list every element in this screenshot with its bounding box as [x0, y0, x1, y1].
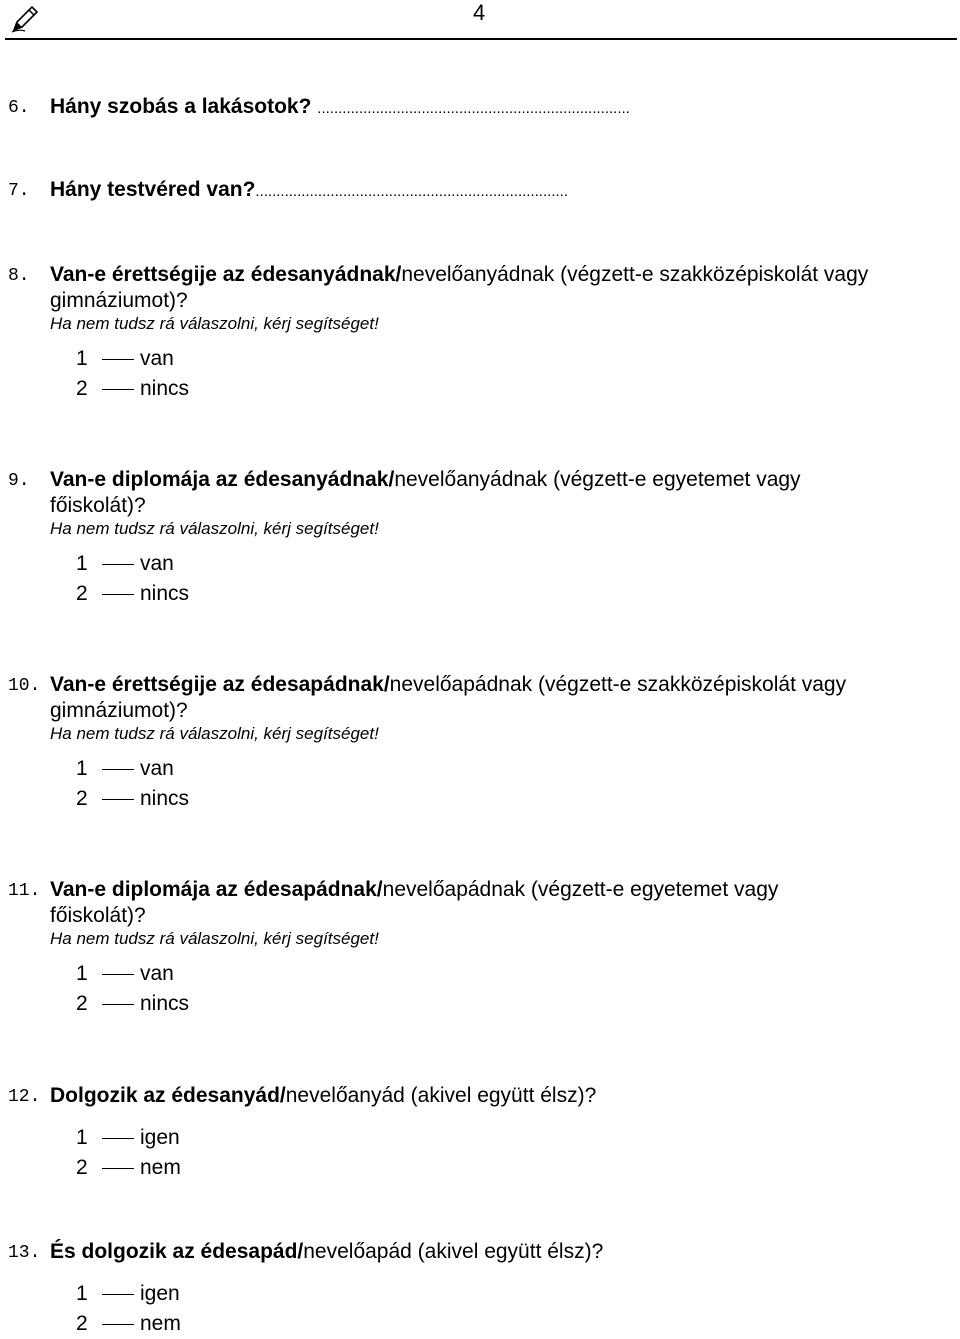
question-number: 8.: [8, 266, 30, 286]
question-text: nevelőanyádnak (végzett-e egyetemet vagy: [394, 468, 801, 491]
question-text-bold: Van-e diplomája az édesanyádnak/: [50, 468, 395, 491]
option-nincs[interactable]: 2 nincs: [76, 377, 190, 400]
option-igen[interactable]: 1 igen: [76, 1282, 180, 1305]
question-text-bold: Van-e érettségije az édesanyádnak/: [50, 263, 402, 286]
question-text-bold: Van-e érettségije az édesapádnak/: [50, 673, 390, 696]
question-text: nevelőanyád (akivel együtt élsz)?: [285, 1084, 597, 1107]
question-number: 12.: [8, 1087, 41, 1107]
question-6: [0, 94, 960, 120]
page-header: [0, 0, 960, 42]
question-8: [0, 262, 960, 404]
option-nem[interactable]: 2 nem: [76, 1156, 181, 1179]
question-number: 13.: [8, 1243, 41, 1263]
option-nem[interactable]: 2 nem: [76, 1312, 181, 1335]
question-text-bold: Dolgozik az édesanyád/: [50, 1084, 286, 1107]
question-continuation: főiskolát)?: [50, 494, 146, 517]
question-text: nevelőapádnak (végzett-e szakközépiskolát vagy: [389, 673, 847, 696]
question-10: [0, 672, 960, 814]
question-text: Hány szobás a lakásotok?: [50, 95, 312, 118]
question-number: 7.: [8, 181, 30, 201]
help-hint: Ha nem tudsz rá válaszolni, kérj segítséget!: [50, 314, 379, 333]
help-hint: Ha nem tudsz rá válaszolni, kérj segítséget!: [50, 929, 379, 948]
question-text-bold: Van-e diplomája az édesapádnak/: [50, 878, 383, 901]
option-nincs[interactable]: 2 nincs: [76, 992, 190, 1015]
help-hint: Ha nem tudsz rá válaszolni, kérj segítséget!: [50, 724, 379, 743]
header-rule: [5, 38, 957, 40]
question-12: [0, 1083, 960, 1183]
question-13: [0, 1239, 960, 1339]
question-number: 9.: [8, 471, 30, 491]
question-continuation: gimnáziumot)?: [50, 289, 188, 312]
question-text: nevelőapádnak (végzett-e egyetemet vagy: [382, 878, 779, 901]
answer-line[interactable]: ...........................................................................: [317, 100, 630, 117]
question-7: [0, 177, 960, 203]
question-text: nevelőanyádnak (végzett-e szakközépiskolát vagy: [401, 263, 869, 286]
question-9: [0, 467, 960, 609]
option-van[interactable]: 1 van: [76, 757, 174, 780]
question-11: [0, 877, 960, 1019]
question-text: nevelőapád (akivel együtt élsz)?: [303, 1240, 604, 1263]
page-number: 4: [473, 0, 486, 25]
option-van[interactable]: 1 van: [76, 962, 174, 985]
option-igen[interactable]: 1 igen: [76, 1126, 180, 1149]
question-continuation: főiskolát)?: [50, 904, 146, 927]
help-hint: Ha nem tudsz rá válaszolni, kérj segítséget!: [50, 519, 379, 538]
option-van[interactable]: 1 van: [76, 552, 174, 575]
question-text-bold: És dolgozik az édesapád/: [50, 1240, 304, 1263]
question-continuation: gimnáziumot)?: [50, 699, 188, 722]
option-nincs[interactable]: 2 nincs: [76, 582, 190, 605]
pencil-icon: [11, 3, 41, 33]
question-text: Hány testvéred van?: [50, 178, 256, 201]
question-number: 10.: [8, 676, 41, 696]
option-van[interactable]: 1 van: [76, 347, 174, 370]
answer-line[interactable]: ...........................................................................: [255, 183, 568, 200]
question-number: 6.: [8, 98, 30, 118]
question-number: 11.: [8, 881, 41, 901]
option-nincs[interactable]: 2 nincs: [76, 787, 190, 810]
